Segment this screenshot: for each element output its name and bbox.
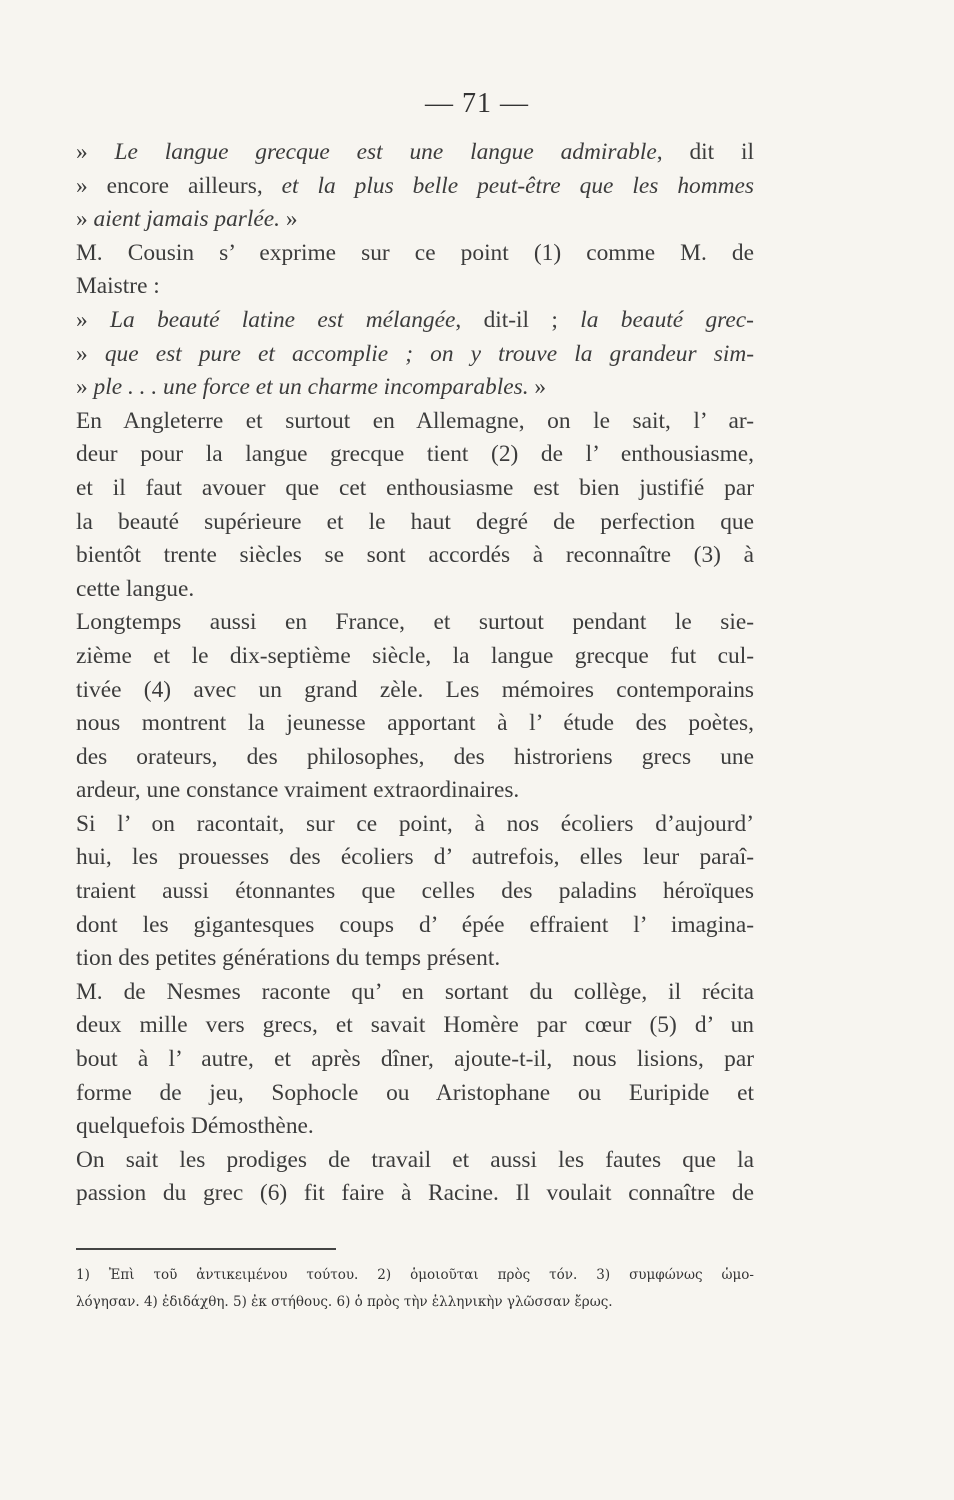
footnote-rule [76, 1248, 336, 1250]
text-line-15: Longtemps aussi en France, et surtout pendant le sie- [76, 609, 754, 636]
text-line-1: » Le langue grecque est une langue admirable, dit il [76, 139, 754, 165]
text-line-10: deur pour la langue grecque tient (2) de l’ enthousiasme, [76, 441, 754, 468]
text-line-6: » La beauté latine est mélangée, dit-il ; la beauté grec- [76, 306, 754, 333]
text-line-16: zième et le dix-septième siècle, la langue grecque fut cul- [76, 642, 754, 669]
text-line-31: On sait les prodiges de travail et aussi les fautes que la [76, 1146, 754, 1173]
text-line-24: dont les gigantesques coups d’ épée effraient l’ imagina- [76, 911, 754, 938]
text-line-4: M. Cousin s’ exprime sur ce point (1) comme M. de [76, 239, 754, 266]
text-line-5: Maistre : [76, 273, 160, 300]
text-line-19: des orateurs, des philosophes, des histroriens grecs une [76, 743, 754, 770]
text-line-25: tion des petites générations du temps présent. [76, 945, 501, 972]
text-line-32: passion du grec (6) fit faire à Racine. Il voulait connaître de [76, 1180, 754, 1207]
italic-segment: la beauté grec- [580, 306, 754, 333]
italic-segment: et la plus belle peut-être que les hommes [281, 172, 754, 199]
text-line-20: ardeur, une constance vraiment extraordinaires. [76, 777, 520, 804]
italic-segment: La beauté latine est mélangée [110, 306, 456, 333]
text-line-18: nous montrent la jeunesse apportant à l’ étude des poètes, [76, 710, 754, 737]
italic-segment: que est pure et accomplie ; on y trouve la grandeur sim- [104, 340, 754, 367]
text-line-21: Si l’ on racontait, sur ce point, à nos écoliers d’aujourd’ [76, 810, 754, 837]
footnote-line-1: 1) Ἐπὶ τοῦ ἀντικειμένου τούτου. 2) ὁμοιοῦται πρὸς τόν. 3) συμφώνως ὡμο- [76, 1267, 754, 1283]
text-line-29: forme de jeu, Sophocle ou Aristophane ou Euripide et [76, 1079, 754, 1106]
text-line-13: bientôt trente siècles se sont accordés à reconnaître (3) à [76, 542, 754, 569]
italic-segment: aient jamais parlée. [93, 206, 280, 233]
text-line-23: traient aussi étonnantes que celles des paladins héroïques [76, 878, 754, 905]
text-line-27: deux mille vers grecs, et savait Homère par cœur (5) d’ un [76, 1012, 754, 1039]
italic-segment: ple . . . une force et un charme incomparables. [93, 374, 529, 401]
text-line-17: tivée (4) avec un grand zèle. Les mémoires contemporains [76, 676, 754, 703]
text-line-8: » ple . . . une force et un charme incomparables. » [76, 374, 547, 401]
text-line-3: » aient jamais parlée. » [76, 206, 298, 233]
text-line-9: En Angleterre et surtout en Allemagne, on le sait, l’ ar- [76, 407, 754, 434]
text-line-14: cette langue. [76, 575, 195, 602]
text-line-30: quelquefois Démosthène. [76, 1113, 314, 1140]
text-line-7: » que est pure et accomplie ; on y trouve la grandeur sim- [76, 340, 754, 367]
page-number: — 71 — [425, 88, 529, 119]
text-line-11: et il faut avouer que cet enthousiasme est bien justifié par [76, 474, 754, 501]
body-text [76, 136, 754, 1211]
text-line-26: M. de Nesmes raconte qu’ en sortant du collège, il récita [76, 978, 754, 1005]
italic-segment: Le langue grecque est une langue admirable [114, 139, 657, 165]
footnotes [76, 1262, 754, 1316]
footnote-line-2: λόγησαν. 4) ἐδιδάχθη. 5) ἐκ στήθους. 6) ὁ πρὸς τὴν ἑλληνικὴν γλῶσσαν ἔρως. [76, 1294, 613, 1310]
text-line-22: hui, les prouesses des écoliers d’ autrefois, elles leur paraî- [76, 844, 754, 871]
text-line-12: la beauté supérieure et le haut degré de perfection que [76, 508, 754, 535]
text-line-2: » encore ailleurs, et la plus belle peut-être que les hommes [76, 172, 754, 199]
text-line-28: bout à l’ autre, et après dîner, ajoute-t-il, nous lisions, par [76, 1046, 754, 1073]
